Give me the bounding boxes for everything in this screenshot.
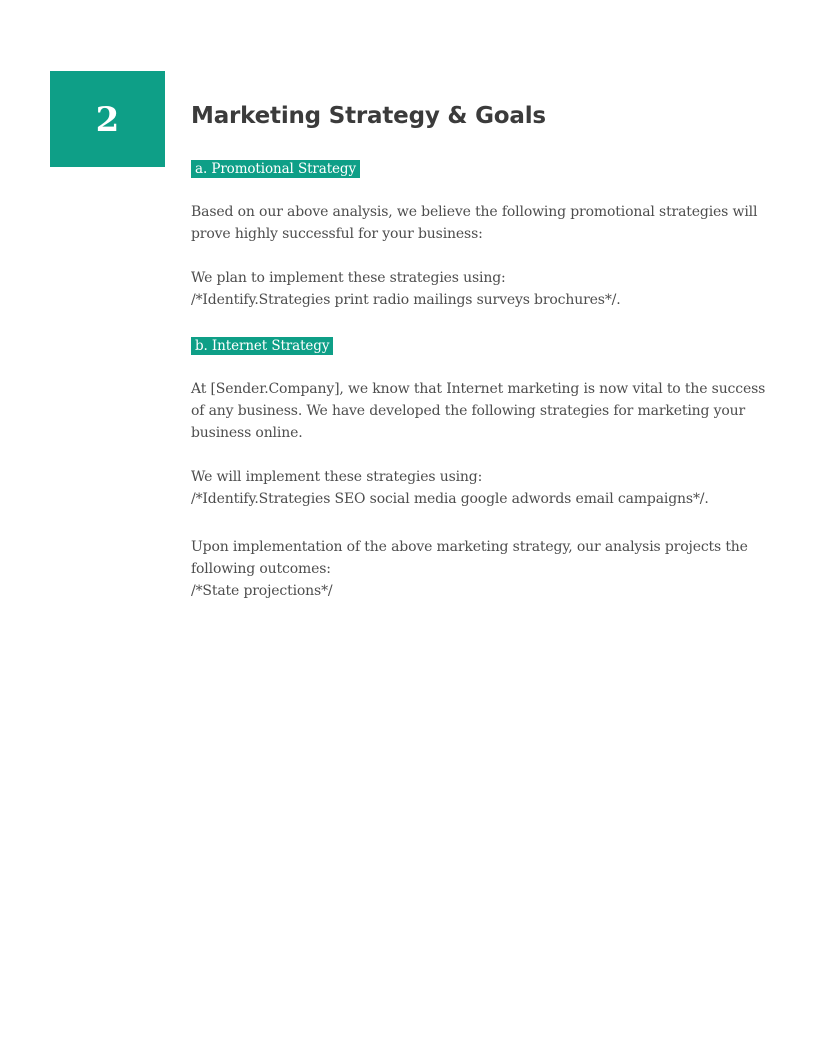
section-title: Marketing Strategy & Goals — [191, 103, 546, 129]
promotional-intro-line: prove highly successful for your business: — [191, 226, 483, 242]
internet-intro-paragraph — [191, 378, 771, 444]
internet-intro-line: business online. — [191, 425, 303, 441]
internet-plan-placeholder: /*Identify.Strategies SEO social media google adwords email campaigns*/. — [191, 491, 709, 507]
outcomes-line: following outcomes: — [191, 561, 331, 577]
outcomes-line: Upon implementation of the above marketing strategy, our analysis projects the — [191, 539, 748, 555]
promotional-intro-line: Based on our above analysis, we believe the following promotional strategies will — [191, 204, 758, 220]
section-content — [191, 100, 771, 602]
promotional-strategy-heading: a. Promotional Strategy — [191, 160, 360, 178]
internet-plan-line: We will implement these strategies using: — [191, 469, 483, 485]
internet-intro-line: At [Sender.Company], we know that Internet marketing is now vital to the success — [191, 381, 766, 397]
section-number: 2 — [95, 100, 120, 140]
internet-plan-paragraph — [191, 466, 771, 510]
internet-heading-wrap — [191, 335, 771, 355]
outcomes-placeholder: /*State projections*/ — [191, 583, 333, 599]
promotional-plan-placeholder: /*Identify.Strategies print radio mailings surveys brochures*/. — [191, 292, 621, 308]
section-number-box — [50, 71, 165, 167]
internet-strategy-heading: b. Internet Strategy — [191, 337, 333, 355]
promotional-intro-paragraph — [191, 201, 771, 245]
promotional-plan-paragraph — [191, 267, 771, 311]
outcomes-paragraph — [191, 536, 771, 602]
promotional-heading-wrap — [191, 158, 771, 178]
promotional-plan-line: We plan to implement these strategies using: — [191, 270, 506, 286]
internet-intro-line: of any business. We have developed the following strategies for marketing your — [191, 403, 746, 419]
